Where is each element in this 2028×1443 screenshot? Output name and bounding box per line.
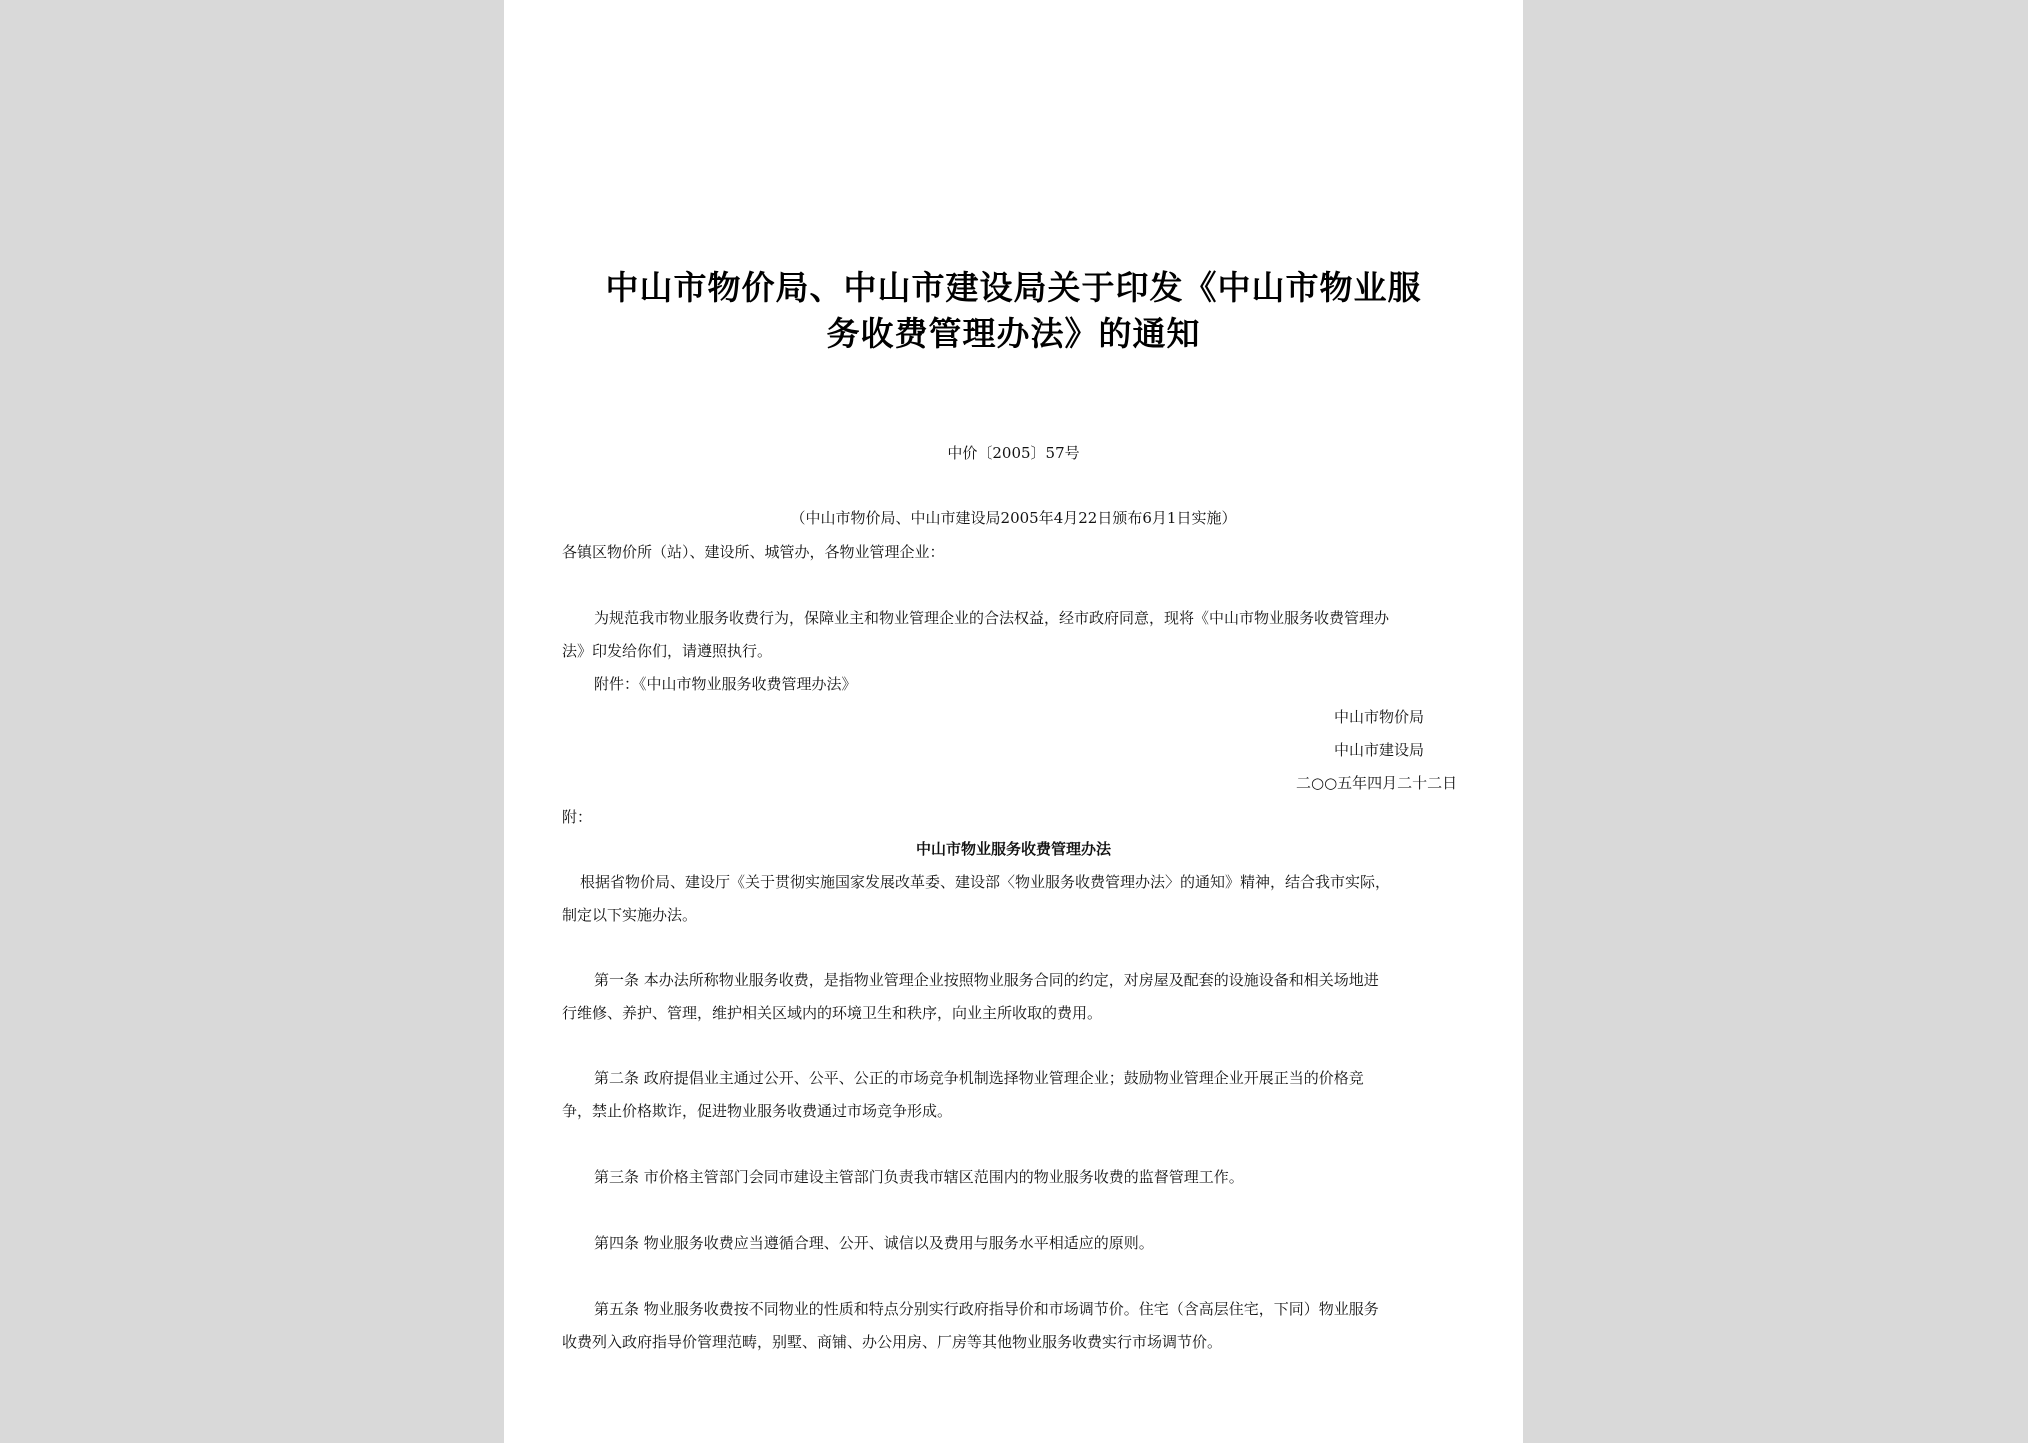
article-2-line-1: 第二条 政府提倡业主通过公开、公平、公正的市场竞争机制选择物业管理企业；鼓励物业管理企业开展正当的价格竞 (594, 1069, 1364, 1087)
document-title-line-1: 中山市物价局、中山市建设局关于印发《中山市物业服 (605, 268, 1422, 307)
document-page (504, 0, 1523, 1443)
appendix-label: 附： (562, 808, 593, 826)
sign-date: 二○○五年四月二十二日 (1296, 774, 1458, 792)
signer-price-bureau: 中山市物价局 (1334, 708, 1425, 726)
intro-line-1: 为规范我市物业服务收费行为，保障业主和物业管理企业的合法权益，经市政府同意，现将《中山市物业服务收费管理办 (594, 609, 1390, 627)
appendix-title: 中山市物业服务收费管理办法 (915, 840, 1111, 858)
preamble-line-1: 根据省物价局、建设厅《关于贯彻实施国家发展改革委、建设部〈物业服务收费管理办法〉的通知》精神，结合我市实际， (580, 873, 1391, 891)
article-3-line-1: 第三条 市价格主管部门会同市建设主管部门负责我市辖区范围内的物业服务收费的监督管理工作。 (594, 1168, 1244, 1186)
document-title-line-2: 务收费管理办法》的通知 (826, 314, 1201, 353)
article-1-line-1: 第一条 本办法所称物业服务收费，是指物业管理企业按照物业服务合同的约定，对房屋及配套的设施设备和相关场地进 (594, 971, 1379, 989)
attachment-line: 附件：《中山市物业服务收费管理办法》 (594, 675, 857, 693)
preamble-line-2: 制定以下实施办法。 (562, 906, 698, 924)
addressee: 各镇区物价所（站）、建设所、城管办，各物业管理企业： (562, 543, 945, 561)
signer-construction-bureau: 中山市建设局 (1334, 741, 1425, 759)
issue-note: （中山市物价局、中山市建设局2005年4月22日颁布6月1日实施） (790, 509, 1237, 527)
article-4-line-1: 第四条 物业服务收费应当遵循合理、公开、诚信以及费用与服务水平相适应的原则。 (594, 1234, 1154, 1252)
article-5-line-2: 收费列入政府指导价管理范畴，别墅、商铺、办公用房、厂房等其他物业服务收费实行市场调节价。 (562, 1333, 1223, 1351)
intro-line-2: 法》印发给你们，请遵照执行。 (562, 642, 773, 660)
document-number: 中价〔2005〕57号 (947, 444, 1080, 462)
article-5-line-1: 第五条 物业服务收费按不同物业的性质和特点分别实行政府指导价和市场调节价。住宅（含高层住宅，下同）物业服务 (594, 1300, 1379, 1318)
article-1-line-2: 行维修、养护、管理，维护相关区域内的环境卫生和秩序，向业主所收取的费用。 (562, 1004, 1103, 1022)
article-2-line-2: 争，禁止价格欺诈，促进物业服务收费通过市场竞争形成。 (562, 1102, 953, 1120)
